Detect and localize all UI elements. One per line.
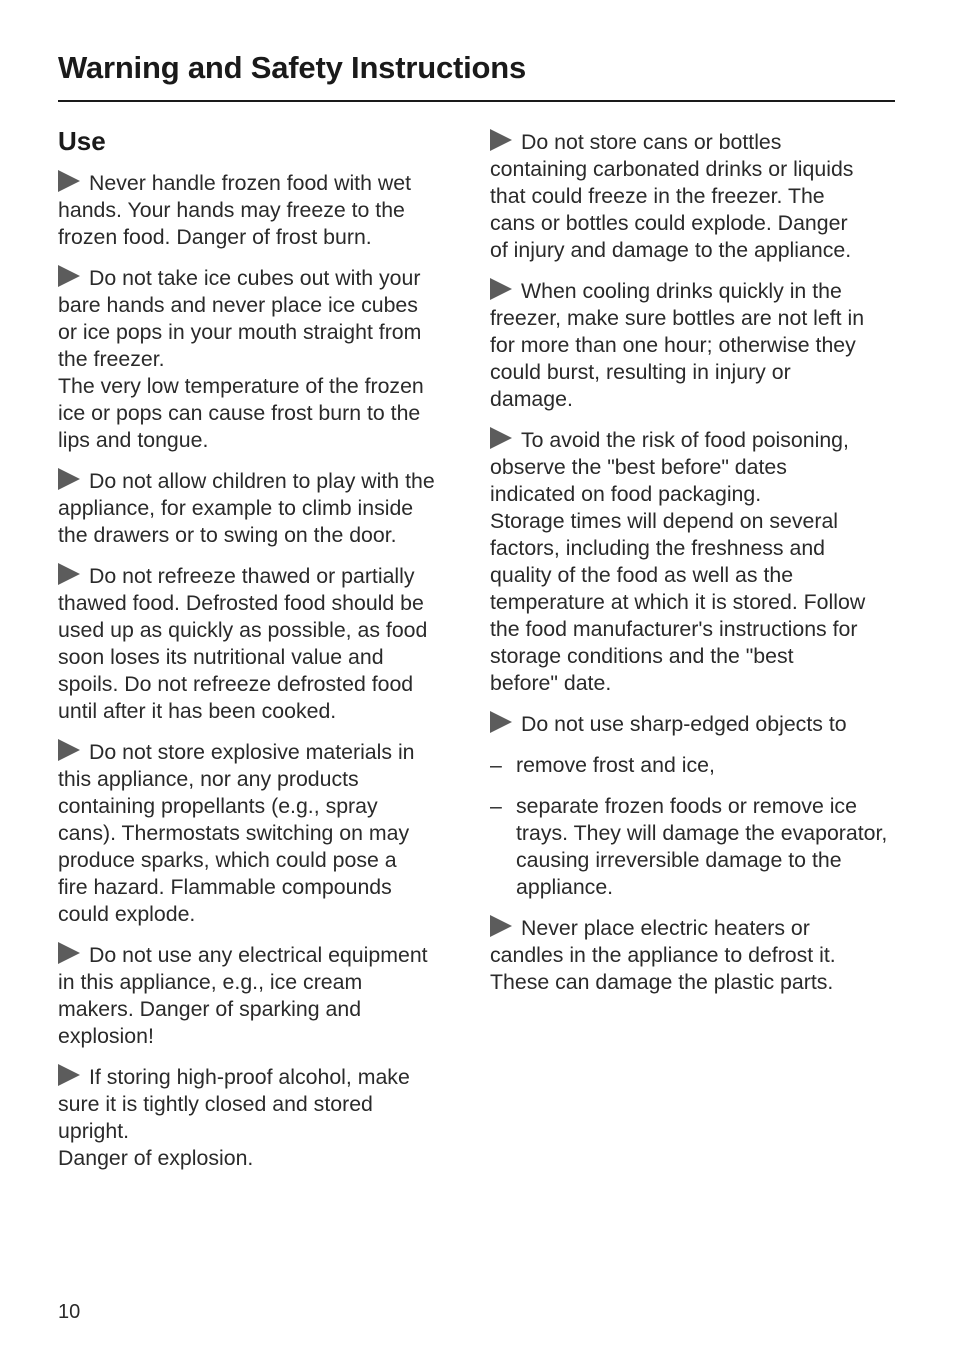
safety-paragraph: Never place electric heaters or candles in the appliance to defrost it. These can damage the plastic parts. bbox=[490, 916, 836, 994]
dash-list-item: – remove frost and ice, bbox=[490, 753, 715, 777]
triangle-right-icon bbox=[58, 942, 80, 964]
triangle-right-icon bbox=[58, 1064, 80, 1086]
safety-paragraph: Never handle frozen food with wet hands. Your hands may freeze to the frozen food. Danger of frost burn. bbox=[58, 171, 412, 249]
triangle-right-icon bbox=[490, 278, 512, 300]
page-number: 10 bbox=[58, 1301, 81, 1323]
triangle-right-icon bbox=[490, 915, 512, 937]
safety-paragraph: Do not take ice cubes out with your bare hands and never place ice cubes or ice pops in your mouth straight from the freezer. The very low temperature of the frozen ice or pops can cause frost burn to the lips and tongue. bbox=[58, 266, 424, 452]
safety-paragraph: Do not store cans or bottles containing carbonated drinks or liquids that could freeze in the freezer. The cans or bottles could explode. Danger of injury and damage to the appliance. bbox=[490, 130, 854, 262]
safety-paragraph: Do not refreeze thawed or partially thawed food. Defrosted food should be used up as quickly as possible, as food soon loses its nutritional value and spoils. Do not refreeze defrosted food until after it has been cooked. bbox=[58, 564, 428, 723]
safety-paragraph: To avoid the risk of food poisoning, observe the "best before" dates indicated on food packaging. Storage times will depend on several factors, including the freshness and quality of the food as well as the temperature at which it is stored. Follow the food manufacturer's instructions for storage conditions and the "best before" date. bbox=[490, 428, 866, 695]
triangle-right-icon bbox=[490, 129, 512, 151]
safety-paragraph: Do not use any electrical equipment in this appliance, e.g., ice cream makers. Danger of sparking and explosion! bbox=[58, 943, 428, 1048]
safety-paragraph: Do not store explosive materials in this appliance, nor any products containing propellants (e.g., spray cans). Thermostats switching on may produce sparks, which could pose a fire hazard. Flammable compounds could explode. bbox=[58, 740, 415, 926]
dash-list-item: – separate frozen foods or remove ice trays. They will damage the evaporator, causing irreversible damage to the appliance. bbox=[490, 794, 888, 899]
safety-paragraph: When cooling drinks quickly in the freezer, make sure bottles are not left in for more than one hour; otherwise they could burst, resulting in injury or damage. bbox=[490, 279, 865, 411]
triangle-right-icon bbox=[58, 170, 80, 192]
triangle-right-icon bbox=[58, 563, 80, 585]
title-divider bbox=[58, 100, 895, 102]
right-column bbox=[490, 129, 896, 1010]
dash-marker: – bbox=[490, 794, 502, 818]
dash-marker: – bbox=[490, 753, 502, 777]
safety-paragraph: Do not use sharp-edged objects to bbox=[490, 711, 896, 738]
triangle-right-icon bbox=[490, 427, 512, 449]
triangle-right-icon bbox=[58, 468, 80, 490]
triangle-right-icon bbox=[490, 711, 512, 733]
triangle-right-icon bbox=[58, 265, 80, 287]
triangle-right-icon bbox=[58, 739, 80, 761]
left-column bbox=[58, 126, 468, 1186]
safety-paragraph: If storing high-proof alcohol, make sure it is tightly closed and stored upright. Danger of explosion. bbox=[58, 1065, 410, 1170]
page-title: Warning and Safety Instructions bbox=[58, 50, 527, 85]
section-heading: Use bbox=[58, 126, 106, 156]
safety-paragraph: Do not allow children to play with the appliance, for example to climb inside the drawers or to swing on the door. bbox=[58, 469, 435, 547]
